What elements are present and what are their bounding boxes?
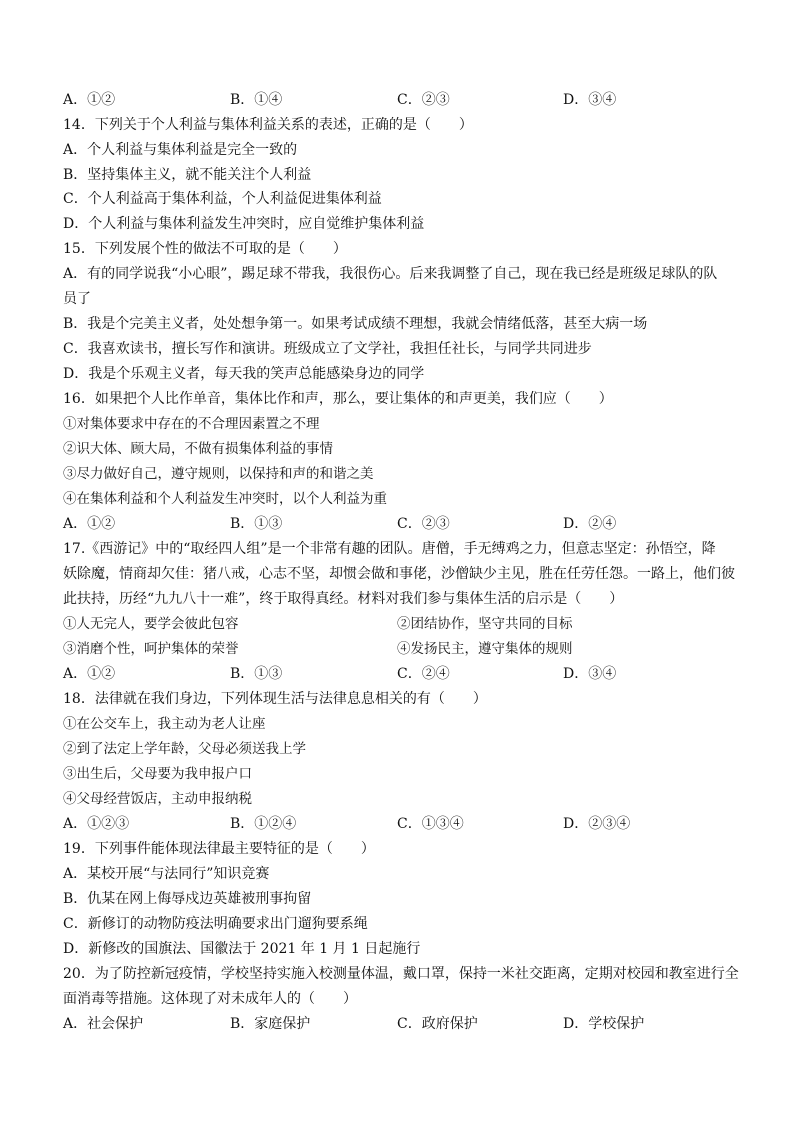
q20-option-d[interactable]: D．学校保护 xyxy=(563,1016,645,1032)
q19-stem: 19．下列事件能体现法律最主要特征的是（ ） xyxy=(63,841,375,857)
q14-option-d[interactable]: D．个人利益与集体利益发生冲突时，应自觉维护集体利益 xyxy=(63,216,425,232)
q18-option-a[interactable]: A．①②③ xyxy=(63,816,130,832)
q18-option-b[interactable]: B．①②④ xyxy=(230,816,297,832)
q17-option-b[interactable]: B．①③ xyxy=(230,666,283,682)
q16-statement-4: ④在集体利益和个人利益发生冲突时，以个人利益为重 xyxy=(63,491,387,507)
q16-option-a[interactable]: A．①② xyxy=(63,516,116,532)
q17-statements-row-1 xyxy=(63,615,731,633)
q20-options xyxy=(63,1015,731,1033)
q19-option-c[interactable]: C．新修订的动物防疫法明确要求出门遛狗要系绳 xyxy=(63,916,368,932)
q16-options xyxy=(63,515,731,533)
q19-option-a[interactable]: A．某校开展“与法同行”知识竞赛 xyxy=(63,866,270,882)
q15-option-a-cont: 员了 xyxy=(63,291,91,307)
q18-options xyxy=(63,815,731,833)
q15-option-c[interactable]: C．我喜欢读书，擅长写作和演讲。班级成立了文学社，我担任社长，与同学共同进步 xyxy=(63,341,592,357)
q13-option-c[interactable]: C．②③ xyxy=(397,92,450,108)
q14-option-b[interactable]: B．坚持集体主义，就不能关注个人利益 xyxy=(63,167,312,183)
q14-option-a[interactable]: A．个人利益与集体利益是完全一致的 xyxy=(63,142,298,158)
q19-option-d[interactable]: D．新修改的国旗法、国徽法于 2021 年 1 月 1 日起施行 xyxy=(63,941,421,957)
q17-option-c[interactable]: C．②④ xyxy=(397,666,450,682)
q15-option-a[interactable]: A．有的同学说我“小心眼”，踢足球不带我，我很伤心。后来我调整了自己，现在我已经是班级足球队的队 xyxy=(63,266,718,282)
q17-options xyxy=(63,665,731,683)
q13-option-a[interactable]: A．①② xyxy=(63,92,116,108)
q18-statement-2: ②到了法定上学年龄，父母必须送我上学 xyxy=(63,741,306,757)
q16-statement-2: ②识大体、顾大局，不做有损集体利益的事情 xyxy=(63,441,333,457)
q16-stem: 16．如果把个人比作单音，集体比作和声，那么，要让集体的和声更美，我们应（ ） xyxy=(63,391,613,407)
q15-option-d[interactable]: D．我是个乐观主义者，每天我的笑声总能感染身边的同学 xyxy=(63,366,425,382)
q20-option-a[interactable]: A．社会保护 xyxy=(63,1016,144,1032)
q13-option-d[interactable]: D．③④ xyxy=(563,92,617,108)
q16-option-b[interactable]: B．①③ xyxy=(230,516,283,532)
q17-statements-row-2 xyxy=(63,640,731,658)
q15-stem: 15．下列发展个性的做法不可取的是（ ） xyxy=(63,241,347,257)
q19-option-b[interactable]: B．仇某在网上侮辱戍边英雄被刑事拘留 xyxy=(63,891,312,907)
q17-statement-1: ①人无完人，要学会彼此包容 xyxy=(63,616,239,632)
q17-stem-line-3: 此扶持，历经“九九八十一难”，终于取得真经。材料对我们参与集体生活的启示是（ ） xyxy=(63,591,624,607)
q17-statement-3: ③消磨个性，呵护集体的荣誉 xyxy=(63,641,239,657)
q13-options xyxy=(63,91,731,109)
q14-option-c[interactable]: C．个人利益高于集体利益，个人利益促进集体利益 xyxy=(63,191,382,207)
q13-option-b[interactable]: B．①④ xyxy=(230,92,283,108)
q17-stem-line-2: 妖除魔，情商却欠佳：猪八戒，心志不坚，却惯会做和事佬，沙僧缺少主见，胜在任劳任怨。一路上，他们彼 xyxy=(63,566,735,582)
q18-option-d[interactable]: D．②③④ xyxy=(563,816,631,832)
q17-option-d[interactable]: D．③④ xyxy=(563,666,617,682)
q16-option-c[interactable]: C．②③ xyxy=(397,516,450,532)
q16-option-d[interactable]: D．②④ xyxy=(563,516,617,532)
q17-stem-line-1: 17.《西游记》中的“取经四人组”是一个非常有趣的团队。唐僧，手无缚鸡之力，但意志坚定：孙悟空，降 xyxy=(63,541,716,557)
q20-option-c[interactable]: C．政府保护 xyxy=(397,1016,478,1032)
q20-stem-line-1: 20．为了防控新冠疫情，学校坚持实施入校测量体温，戴口罩，保持一米社交距离，定期对校园和教室进行全 xyxy=(63,966,739,982)
q18-statement-3: ③出生后，父母要为我申报户口 xyxy=(63,766,252,782)
q20-option-b[interactable]: B．家庭保护 xyxy=(230,1016,311,1032)
q20-stem-line-2: 面消毒等措施。这体现了对未成年人的（ ） xyxy=(63,991,357,1007)
q17-statement-2: ②团结协作，坚守共同的目标 xyxy=(397,616,573,632)
q16-statement-3: ③尽力做好自己，遵守规则，以保持和声的和谐之美 xyxy=(63,466,374,482)
q14-stem: 14．下列关于个人利益与集体利益关系的表述，正确的是（ ） xyxy=(63,117,473,133)
q18-stem: 18．法律就在我们身边，下列体现生活与法律息息相关的有（ ） xyxy=(63,691,487,707)
q18-statement-1: ①在公交车上，我主动为老人让座 xyxy=(63,716,266,732)
q17-statement-4: ④发扬民主，遵守集体的规则 xyxy=(397,641,573,657)
q17-option-a[interactable]: A．①② xyxy=(63,666,116,682)
q16-statement-1: ①对集体要求中存在的不合理因素置之不理 xyxy=(63,416,320,432)
q15-option-b[interactable]: B．我是个完美主义者，处处想争第一。如果考试成绩不理想，我就会情绪低落，甚至大病一场 xyxy=(63,316,648,332)
q18-option-c[interactable]: C．①③④ xyxy=(397,816,464,832)
q18-statement-4: ④父母经营饭店，主动申报纳税 xyxy=(63,791,252,807)
